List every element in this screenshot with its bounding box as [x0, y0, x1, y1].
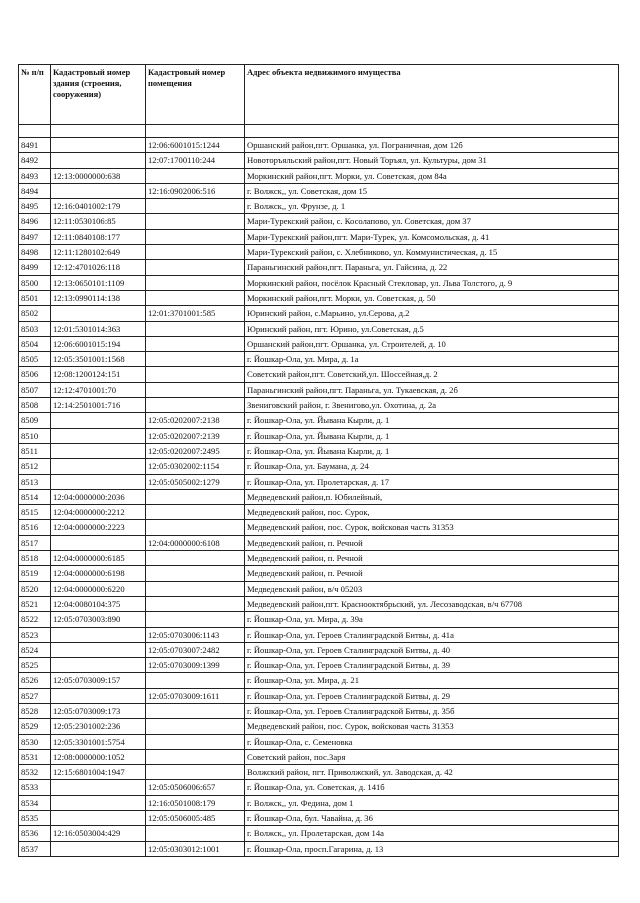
row-number-cell: 8510: [19, 428, 51, 443]
building-cadastral-cell: [51, 627, 146, 642]
address-cell: г. Йошкар-Ола, ул. Героев Сталинградской Битвы, д. 29: [245, 688, 619, 703]
table-row: [19, 245, 619, 260]
building-cadastral-cell: 12:05:0703003:890: [51, 612, 146, 627]
table-row: [19, 474, 619, 489]
header-building-cadastral: Кадастровый номер здания (строения, сооружения): [51, 65, 146, 125]
table-row: [19, 673, 619, 688]
room-cadastral-cell: [146, 352, 245, 367]
row-number-cell: 8521: [19, 596, 51, 611]
table-row: [19, 612, 619, 627]
table-row: [19, 398, 619, 413]
address-cell: г. Йошкар-Ола, ул. Героев Сталинградской Битвы, д. 40: [245, 642, 619, 657]
room-cadastral-cell: [146, 826, 245, 841]
row-number-cell: 8524: [19, 642, 51, 657]
row-number-cell: 8496: [19, 214, 51, 229]
row-number-cell: 8527: [19, 688, 51, 703]
address-cell: Медведевский район, п. Речной: [245, 551, 619, 566]
address-cell: Медведевский район, в/ч 05203: [245, 581, 619, 596]
room-cadastral-cell: 12:05:0302002:1154: [146, 459, 245, 474]
table-row: [19, 229, 619, 244]
table-row: [19, 336, 619, 351]
room-cadastral-cell: [146, 581, 245, 596]
row-number-cell: 8497: [19, 229, 51, 244]
building-cadastral-cell: 12:04:0000000:2212: [51, 505, 146, 520]
table-row: [19, 214, 619, 229]
building-cadastral-cell: 12:04:0000000:6198: [51, 566, 146, 581]
address-cell: г. Волжск,, ул. Федина, дом 1: [245, 795, 619, 810]
row-number-cell: 8519: [19, 566, 51, 581]
row-number-cell: 8498: [19, 245, 51, 260]
table-row: [19, 719, 619, 734]
room-cadastral-cell: 12:05:0202007:2138: [146, 413, 245, 428]
address-cell: Медведевский район, пос. Сурок,: [245, 505, 619, 520]
building-cadastral-cell: 12:16:0503004:429: [51, 826, 146, 841]
row-number-cell: 8493: [19, 168, 51, 183]
building-cadastral-cell: [51, 443, 146, 458]
row-number-cell: 8492: [19, 153, 51, 168]
row-number-cell: 8495: [19, 199, 51, 214]
row-number-cell: 8525: [19, 658, 51, 673]
table-row: [19, 367, 619, 382]
address-cell: Параньгинский район,пгт. Параньга, ул. Гайсина, д. 22: [245, 260, 619, 275]
room-cadastral-cell: [146, 489, 245, 504]
row-number-cell: 8504: [19, 336, 51, 351]
building-cadastral-cell: [51, 413, 146, 428]
room-cadastral-cell: [146, 275, 245, 290]
empty-spacer-row: [19, 125, 619, 138]
building-cadastral-cell: 12:05:2301002:236: [51, 719, 146, 734]
address-cell: Медведевский район, п. Речной: [245, 566, 619, 581]
room-cadastral-cell: [146, 382, 245, 397]
header-room-cadastral: Кадастровый номер помещения: [146, 65, 245, 125]
row-number-cell: 8536: [19, 826, 51, 841]
row-number-cell: 8526: [19, 673, 51, 688]
table-row: [19, 260, 619, 275]
room-cadastral-cell: [146, 765, 245, 780]
address-cell: Медведевский район,пгт. Краснооктябрьский, ул. Лесозаводская, в/ч 67708: [245, 596, 619, 611]
table-row: [19, 138, 619, 153]
address-cell: г. Йошкар-Ола, с. Семеновка: [245, 734, 619, 749]
header-num: № п/п: [19, 65, 51, 125]
address-cell: г. Волжск,, ул. Фрунзе, д. 1: [245, 199, 619, 214]
address-cell: г. Йошкар-Ола, ул. Героев Сталинградской Битвы, д. 41а: [245, 627, 619, 642]
room-cadastral-cell: 12:05:0505002:1279: [146, 474, 245, 489]
room-cadastral-cell: [146, 229, 245, 244]
address-cell: Моркинский район, посёлок Красный Стекловар, ул. Льва Толстого, д. 9: [245, 275, 619, 290]
table-row: [19, 765, 619, 780]
room-cadastral-cell: [146, 398, 245, 413]
room-cadastral-cell: 12:07:1700110:244: [146, 153, 245, 168]
building-cadastral-cell: [51, 138, 146, 153]
room-cadastral-cell: [146, 505, 245, 520]
table-row: [19, 566, 619, 581]
address-cell: Медведевский район, пос. Сурок, войсковая часть 31353: [245, 719, 619, 734]
building-cadastral-cell: [51, 841, 146, 856]
address-cell: г. Йошкар-Ола, ул. Йывана Кырли, д. 1: [245, 443, 619, 458]
building-cadastral-cell: 12:05:0703009:157: [51, 673, 146, 688]
table-row: [19, 551, 619, 566]
row-number-cell: 8501: [19, 290, 51, 305]
room-cadastral-cell: [146, 566, 245, 581]
building-cadastral-cell: 12:13:0650101:1109: [51, 275, 146, 290]
room-cadastral-cell: 12:05:0303012:1001: [146, 841, 245, 856]
table-row: [19, 306, 619, 321]
row-number-cell: 8508: [19, 398, 51, 413]
building-cadastral-cell: 12:12:4701001:70: [51, 382, 146, 397]
row-number-cell: 8522: [19, 612, 51, 627]
building-cadastral-cell: 12:12:4701026:118: [51, 260, 146, 275]
building-cadastral-cell: 12:05:3301001:5754: [51, 734, 146, 749]
address-cell: Новоторъяльский район,пгт. Новый Торъял, ул. Культуры, дом 31: [245, 153, 619, 168]
row-number-cell: 8531: [19, 749, 51, 764]
address-cell: Параньгинский район,пгт. Параньга, ул. Тукаевская, д. 2б: [245, 382, 619, 397]
room-cadastral-cell: 12:05:0703009:1399: [146, 658, 245, 673]
building-cadastral-cell: 12:15:6801004:1947: [51, 765, 146, 780]
room-cadastral-cell: 12:04:0000000:6108: [146, 535, 245, 550]
table-row: [19, 826, 619, 841]
row-number-cell: 8532: [19, 765, 51, 780]
table-row: [19, 489, 619, 504]
address-cell: г. Йошкар-Ола, просп.Гагарина, д. 13: [245, 841, 619, 856]
building-cadastral-cell: [51, 795, 146, 810]
room-cadastral-cell: [146, 596, 245, 611]
room-cadastral-cell: [146, 214, 245, 229]
table-row: [19, 183, 619, 198]
row-number-cell: 8499: [19, 260, 51, 275]
row-number-cell: 8506: [19, 367, 51, 382]
building-cadastral-cell: [51, 153, 146, 168]
table-row: [19, 795, 619, 810]
table-row: [19, 780, 619, 795]
building-cadastral-cell: 12:13:0000000:638: [51, 168, 146, 183]
table-row: [19, 168, 619, 183]
address-cell: Моркинский район,пгт. Морки, ул. Советская, дом 84а: [245, 168, 619, 183]
room-cadastral-cell: 12:05:0202007:2139: [146, 428, 245, 443]
row-number-cell: 8518: [19, 551, 51, 566]
row-number-cell: 8529: [19, 719, 51, 734]
address-cell: Мари-Турекский район,пгт. Мари-Турек, ул. Комсомольская, д. 41: [245, 229, 619, 244]
document-page: [18, 64, 618, 857]
address-cell: г. Йошкар-Ола, ул. Мира, д. 21: [245, 673, 619, 688]
room-cadastral-cell: 12:05:0703007:2482: [146, 642, 245, 657]
address-cell: Медведевский район,п. Юбилейный,: [245, 489, 619, 504]
address-cell: Юринский район, пгт. Юрино, ул.Советская, д.5: [245, 321, 619, 336]
room-cadastral-cell: [146, 290, 245, 305]
table-row: [19, 749, 619, 764]
row-number-cell: 8520: [19, 581, 51, 596]
building-cadastral-cell: [51, 459, 146, 474]
building-cadastral-cell: 12:13:0990114:138: [51, 290, 146, 305]
row-number-cell: 8515: [19, 505, 51, 520]
row-number-cell: 8523: [19, 627, 51, 642]
address-cell: г. Йошкар-Ола, ул. Героев Сталинградской Битвы, д. 35б: [245, 703, 619, 718]
address-cell: Звениговский район, г. Звенигово,ул. Охотина, д. 2а: [245, 398, 619, 413]
room-cadastral-cell: 12:05:0703009:1611: [146, 688, 245, 703]
table-row: [19, 658, 619, 673]
table-row: [19, 413, 619, 428]
address-cell: г. Волжск,, ул. Советская, дом 15: [245, 183, 619, 198]
address-cell: г. Йошкар-Ола, бул. Чавайна, д. 36: [245, 811, 619, 826]
property-table: [18, 64, 619, 857]
row-number-cell: 8491: [19, 138, 51, 153]
room-cadastral-cell: [146, 245, 245, 260]
building-cadastral-cell: [51, 811, 146, 826]
address-cell: г. Йошкар-Ола, ул. Баумана, д. 24: [245, 459, 619, 474]
table-row: [19, 520, 619, 535]
address-cell: г. Йошкар-Ола, ул. Йывана Кырли, д. 1: [245, 413, 619, 428]
table-row: [19, 382, 619, 397]
row-number-cell: 8502: [19, 306, 51, 321]
address-cell: г. Йошкар-Ола, ул. Мира, д. 39а: [245, 612, 619, 627]
row-number-cell: 8505: [19, 352, 51, 367]
building-cadastral-cell: [51, 780, 146, 795]
building-cadastral-cell: 12:04:0080104:375: [51, 596, 146, 611]
address-cell: г. Йошкар-Ола, ул. Мира, д. 1а: [245, 352, 619, 367]
row-number-cell: 8534: [19, 795, 51, 810]
table-row: [19, 505, 619, 520]
building-cadastral-cell: 12:11:1280102:649: [51, 245, 146, 260]
room-cadastral-cell: [146, 321, 245, 336]
row-number-cell: 8507: [19, 382, 51, 397]
row-number-cell: 8530: [19, 734, 51, 749]
address-cell: Медведевский район, п. Речной: [245, 535, 619, 550]
building-cadastral-cell: 12:04:0000000:6185: [51, 551, 146, 566]
room-cadastral-cell: [146, 520, 245, 535]
table-row: [19, 153, 619, 168]
row-number-cell: 8512: [19, 459, 51, 474]
building-cadastral-cell: 12:06:6001015:194: [51, 336, 146, 351]
building-cadastral-cell: 12:16:0401002:179: [51, 199, 146, 214]
row-number-cell: 8509: [19, 413, 51, 428]
row-number-cell: 8516: [19, 520, 51, 535]
table-row: [19, 428, 619, 443]
room-cadastral-cell: 12:05:0506005:485: [146, 811, 245, 826]
row-number-cell: 8514: [19, 489, 51, 504]
room-cadastral-cell: [146, 168, 245, 183]
address-cell: Юринский район, с.Марьино, ул.Серова, д.2: [245, 306, 619, 321]
room-cadastral-cell: 12:16:0902006:516: [146, 183, 245, 198]
room-cadastral-cell: [146, 367, 245, 382]
room-cadastral-cell: 12:05:0703006:1143: [146, 627, 245, 642]
address-cell: Мари-Турекский район, с. Хлебниково, ул. Коммунистическая, д. 15: [245, 245, 619, 260]
table-row: [19, 290, 619, 305]
room-cadastral-cell: 12:01:3701001:585: [146, 306, 245, 321]
room-cadastral-cell: [146, 199, 245, 214]
row-number-cell: 8511: [19, 443, 51, 458]
address-cell: Волжский район, пгт. Приволжский, ул. Заводская, д. 42: [245, 765, 619, 780]
room-cadastral-cell: 12:05:0202007:2495: [146, 443, 245, 458]
room-cadastral-cell: [146, 336, 245, 351]
room-cadastral-cell: [146, 734, 245, 749]
table-row: [19, 352, 619, 367]
building-cadastral-cell: 12:08:1200124:151: [51, 367, 146, 382]
building-cadastral-cell: 12:04:0000000:6220: [51, 581, 146, 596]
building-cadastral-cell: 12:14:2501001:716: [51, 398, 146, 413]
room-cadastral-cell: [146, 749, 245, 764]
building-cadastral-cell: [51, 688, 146, 703]
row-number-cell: 8494: [19, 183, 51, 198]
address-cell: Советский район,пгт. Советский,ул. Шоссейная,д. 2: [245, 367, 619, 382]
room-cadastral-cell: [146, 612, 245, 627]
room-cadastral-cell: [146, 260, 245, 275]
address-cell: Моркинский район,пгт. Морки, ул. Советская, д. 50: [245, 290, 619, 305]
row-number-cell: 8503: [19, 321, 51, 336]
table-row: [19, 321, 619, 336]
building-cadastral-cell: [51, 306, 146, 321]
room-cadastral-cell: [146, 551, 245, 566]
table-row: [19, 581, 619, 596]
row-number-cell: 8537: [19, 841, 51, 856]
room-cadastral-cell: 12:05:0506006:657: [146, 780, 245, 795]
table-row: [19, 627, 619, 642]
building-cadastral-cell: 12:05:3501001:1568: [51, 352, 146, 367]
row-number-cell: 8513: [19, 474, 51, 489]
building-cadastral-cell: [51, 535, 146, 550]
room-cadastral-cell: [146, 703, 245, 718]
table-header-row: [19, 65, 619, 125]
address-cell: г. Волжск,, ул. Пролетарская, дом 14а: [245, 826, 619, 841]
table-row: [19, 642, 619, 657]
building-cadastral-cell: [51, 183, 146, 198]
table-row: [19, 199, 619, 214]
table-row: [19, 443, 619, 458]
building-cadastral-cell: [51, 658, 146, 673]
building-cadastral-cell: 12:05:0703009:173: [51, 703, 146, 718]
address-cell: г. Йошкар-Ола, ул. Пролетарская, д. 17: [245, 474, 619, 489]
building-cadastral-cell: 12:11:0840108:177: [51, 229, 146, 244]
row-number-cell: 8500: [19, 275, 51, 290]
row-number-cell: 8528: [19, 703, 51, 718]
room-cadastral-cell: 12:06:6001015:1244: [146, 138, 245, 153]
address-cell: г. Йошкар-Ола, ул. Героев Сталинградской Битвы, д. 39: [245, 658, 619, 673]
building-cadastral-cell: [51, 474, 146, 489]
table-row: [19, 688, 619, 703]
table-row: [19, 535, 619, 550]
row-number-cell: 8533: [19, 780, 51, 795]
header-address: Адрес объекта недвижимого имущества: [245, 65, 619, 125]
address-cell: Оршанский район,пгт. Оршанка, ул. Пограничная, дом 12б: [245, 138, 619, 153]
room-cadastral-cell: [146, 673, 245, 688]
table-row: [19, 596, 619, 611]
building-cadastral-cell: 12:04:0000000:2223: [51, 520, 146, 535]
building-cadastral-cell: 12:04:0000000:2036: [51, 489, 146, 504]
table-row: [19, 275, 619, 290]
table-row: [19, 734, 619, 749]
address-cell: Советский район, пос.Заря: [245, 749, 619, 764]
row-number-cell: 8535: [19, 811, 51, 826]
address-cell: Оршанский район,пгт. Оршанка, ул. Строителей, д. 10: [245, 336, 619, 351]
row-number-cell: 8517: [19, 535, 51, 550]
room-cadastral-cell: [146, 719, 245, 734]
building-cadastral-cell: 12:11:0530106:85: [51, 214, 146, 229]
building-cadastral-cell: 12:01:5301014:363: [51, 321, 146, 336]
table-row: [19, 841, 619, 856]
table-row: [19, 703, 619, 718]
room-cadastral-cell: 12:16:0501008:179: [146, 795, 245, 810]
building-cadastral-cell: [51, 642, 146, 657]
table-row: [19, 811, 619, 826]
address-cell: Мари-Турекский район, с. Косолапово, ул. Советская, дом 37: [245, 214, 619, 229]
address-cell: г. Йошкар-Ола, ул. Йывана Кырли, д. 1: [245, 428, 619, 443]
building-cadastral-cell: [51, 428, 146, 443]
address-cell: Медведевский район, пос. Сурок, войсковая часть 31353: [245, 520, 619, 535]
address-cell: г. Йошкар-Ола, ул. Советская, д. 141б: [245, 780, 619, 795]
building-cadastral-cell: 12:08:0000000:1052: [51, 749, 146, 764]
table-row: [19, 459, 619, 474]
